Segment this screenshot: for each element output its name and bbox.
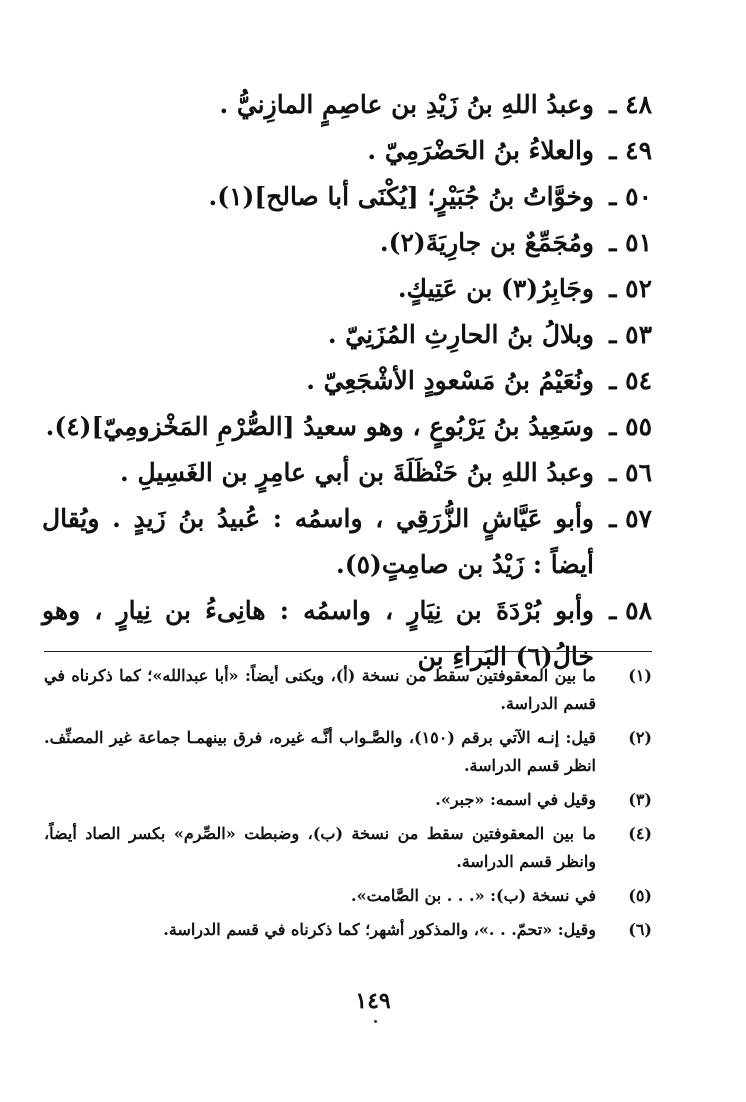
- entry-text: ومُجَمِّعٌ بن جارِيَةَ(٢).: [379, 228, 594, 257]
- entry-number: ٥٤ ـ: [609, 366, 652, 395]
- entry-number: ٥٨ ـ: [609, 596, 652, 625]
- entry-text: وجَابِرُ(٣) بن عَتِيكٍ.: [397, 274, 594, 303]
- page-number: ١٤٩: [355, 988, 391, 1014]
- footnote-5: [44, 882, 652, 910]
- entry-54: [42, 358, 652, 404]
- footnote-number: (٥): [628, 886, 652, 905]
- entry-number: ٤٩ ـ: [609, 136, 652, 165]
- entry-number: ٥٣ ـ: [609, 320, 652, 349]
- footnote-number: (٢): [628, 728, 652, 747]
- entry-53: [42, 312, 652, 358]
- footnote-6: [44, 916, 652, 944]
- entry-48: [42, 82, 652, 128]
- footnote-3: [44, 786, 652, 814]
- footnote-number: (٦): [628, 920, 652, 939]
- footnote-text: ما بين المعقوفتين سقط من نسخة (ب)، وضبطت «الصِّرم» بكسر الصاد أيضاً، وانظر قسم الدراسة.: [44, 824, 596, 871]
- entry-text: والعلاءُ بنُ الحَضْرَمِيّ .: [367, 136, 594, 165]
- footnote-text: وقيل: «تحمّ. . .»، والمذكور أشهر؛ كما ذكرناه في قسم الدراسة.: [163, 920, 596, 939]
- footnote-number: (١): [628, 666, 652, 685]
- entry-56: [42, 450, 652, 496]
- footnote-2: [44, 724, 652, 780]
- entry-52: [42, 266, 652, 312]
- entry-57: [42, 496, 652, 588]
- footnote-number: (٣): [628, 790, 652, 809]
- footnote-text: ما بين المعقوفتين سقط من نسخة (أ)، ويكنى أيضاً: «أبا عبدالله»؛ كما ذكرناه في قسم الدراسة.: [44, 666, 596, 713]
- footnote-text: قيل: إنـه الآتي برقم (١٥٠)، والصَّـواب أنَّـه غيره، فرق بينهمـا جماعة غير المصنِّف. انظر قسم الدراسة.: [44, 728, 597, 775]
- footnote-1: [44, 662, 652, 718]
- footnote-text: في نسخة (ب): «. . . بن الصَّامت».: [351, 886, 596, 905]
- entry-text: وأبو عَيَّاشٍ الزُّرَقِي ، واسمُه : عُبيدُ بنُ زَيدٍ . ويُقال أيضاً : زَيْدُ بن صامِتٍ(٥).: [42, 504, 594, 579]
- entry-55: [42, 404, 652, 450]
- entry-text: ونُعَيْمُ بنُ مَسْعودٍ الأشْجَعِيّ .: [306, 366, 594, 395]
- entry-text: وخوَّاتُ بنُ جُبَيْرٍ؛ [يُكْنَى أبا صالح](١).: [208, 182, 594, 211]
- entry-text: وبلالُ بنُ الحارِثِ المُزَنِيّ .: [327, 320, 594, 349]
- entry-number: ٥٠ ـ: [609, 182, 652, 211]
- entry-51: [42, 220, 652, 266]
- entry-50: [42, 174, 652, 220]
- entry-49: [42, 128, 652, 174]
- entry-number: ٥٧ ـ: [609, 504, 652, 533]
- entry-number: ٥٥ ـ: [609, 412, 652, 441]
- footnote-text: وقيل في اسمه: «جبر».: [435, 790, 596, 809]
- entry-text: وأبو بُرْدَةَ بن نِيَارٍ ، واسمُه : هانِىءُ بن نِيارٍ ، وهو خالُ(٦) البَراءِ بن: [42, 596, 594, 671]
- entry-number: ٤٨ ـ: [609, 90, 652, 119]
- print-speck: [374, 1020, 377, 1023]
- entry-number: ٥١ ـ: [609, 228, 652, 257]
- footnotes: [44, 662, 652, 950]
- entry-text: وعبدُ اللهِ بنُ حَنْظَلَةَ بن أبي عامِرٍ بن الغَسِيلِ .: [120, 458, 594, 487]
- narrator-list: [42, 82, 652, 680]
- entry-text: وسَعِيدُ بنُ يَرْبُوعٍ ، وهو سعيدُ [الصُّرْمِ المَخْزومِيّ](٤).: [45, 412, 594, 441]
- footnote-number: (٤): [628, 824, 652, 843]
- footnote-divider: [44, 651, 652, 652]
- footnote-4: [44, 820, 652, 876]
- entry-number: ٥٢ ـ: [609, 274, 652, 303]
- entry-text: وعبدُ اللهِ بنُ زَيْدِ بن عاصِمٍ المازِنيُّ .: [219, 90, 594, 119]
- entry-number: ٥٦ ـ: [609, 458, 652, 487]
